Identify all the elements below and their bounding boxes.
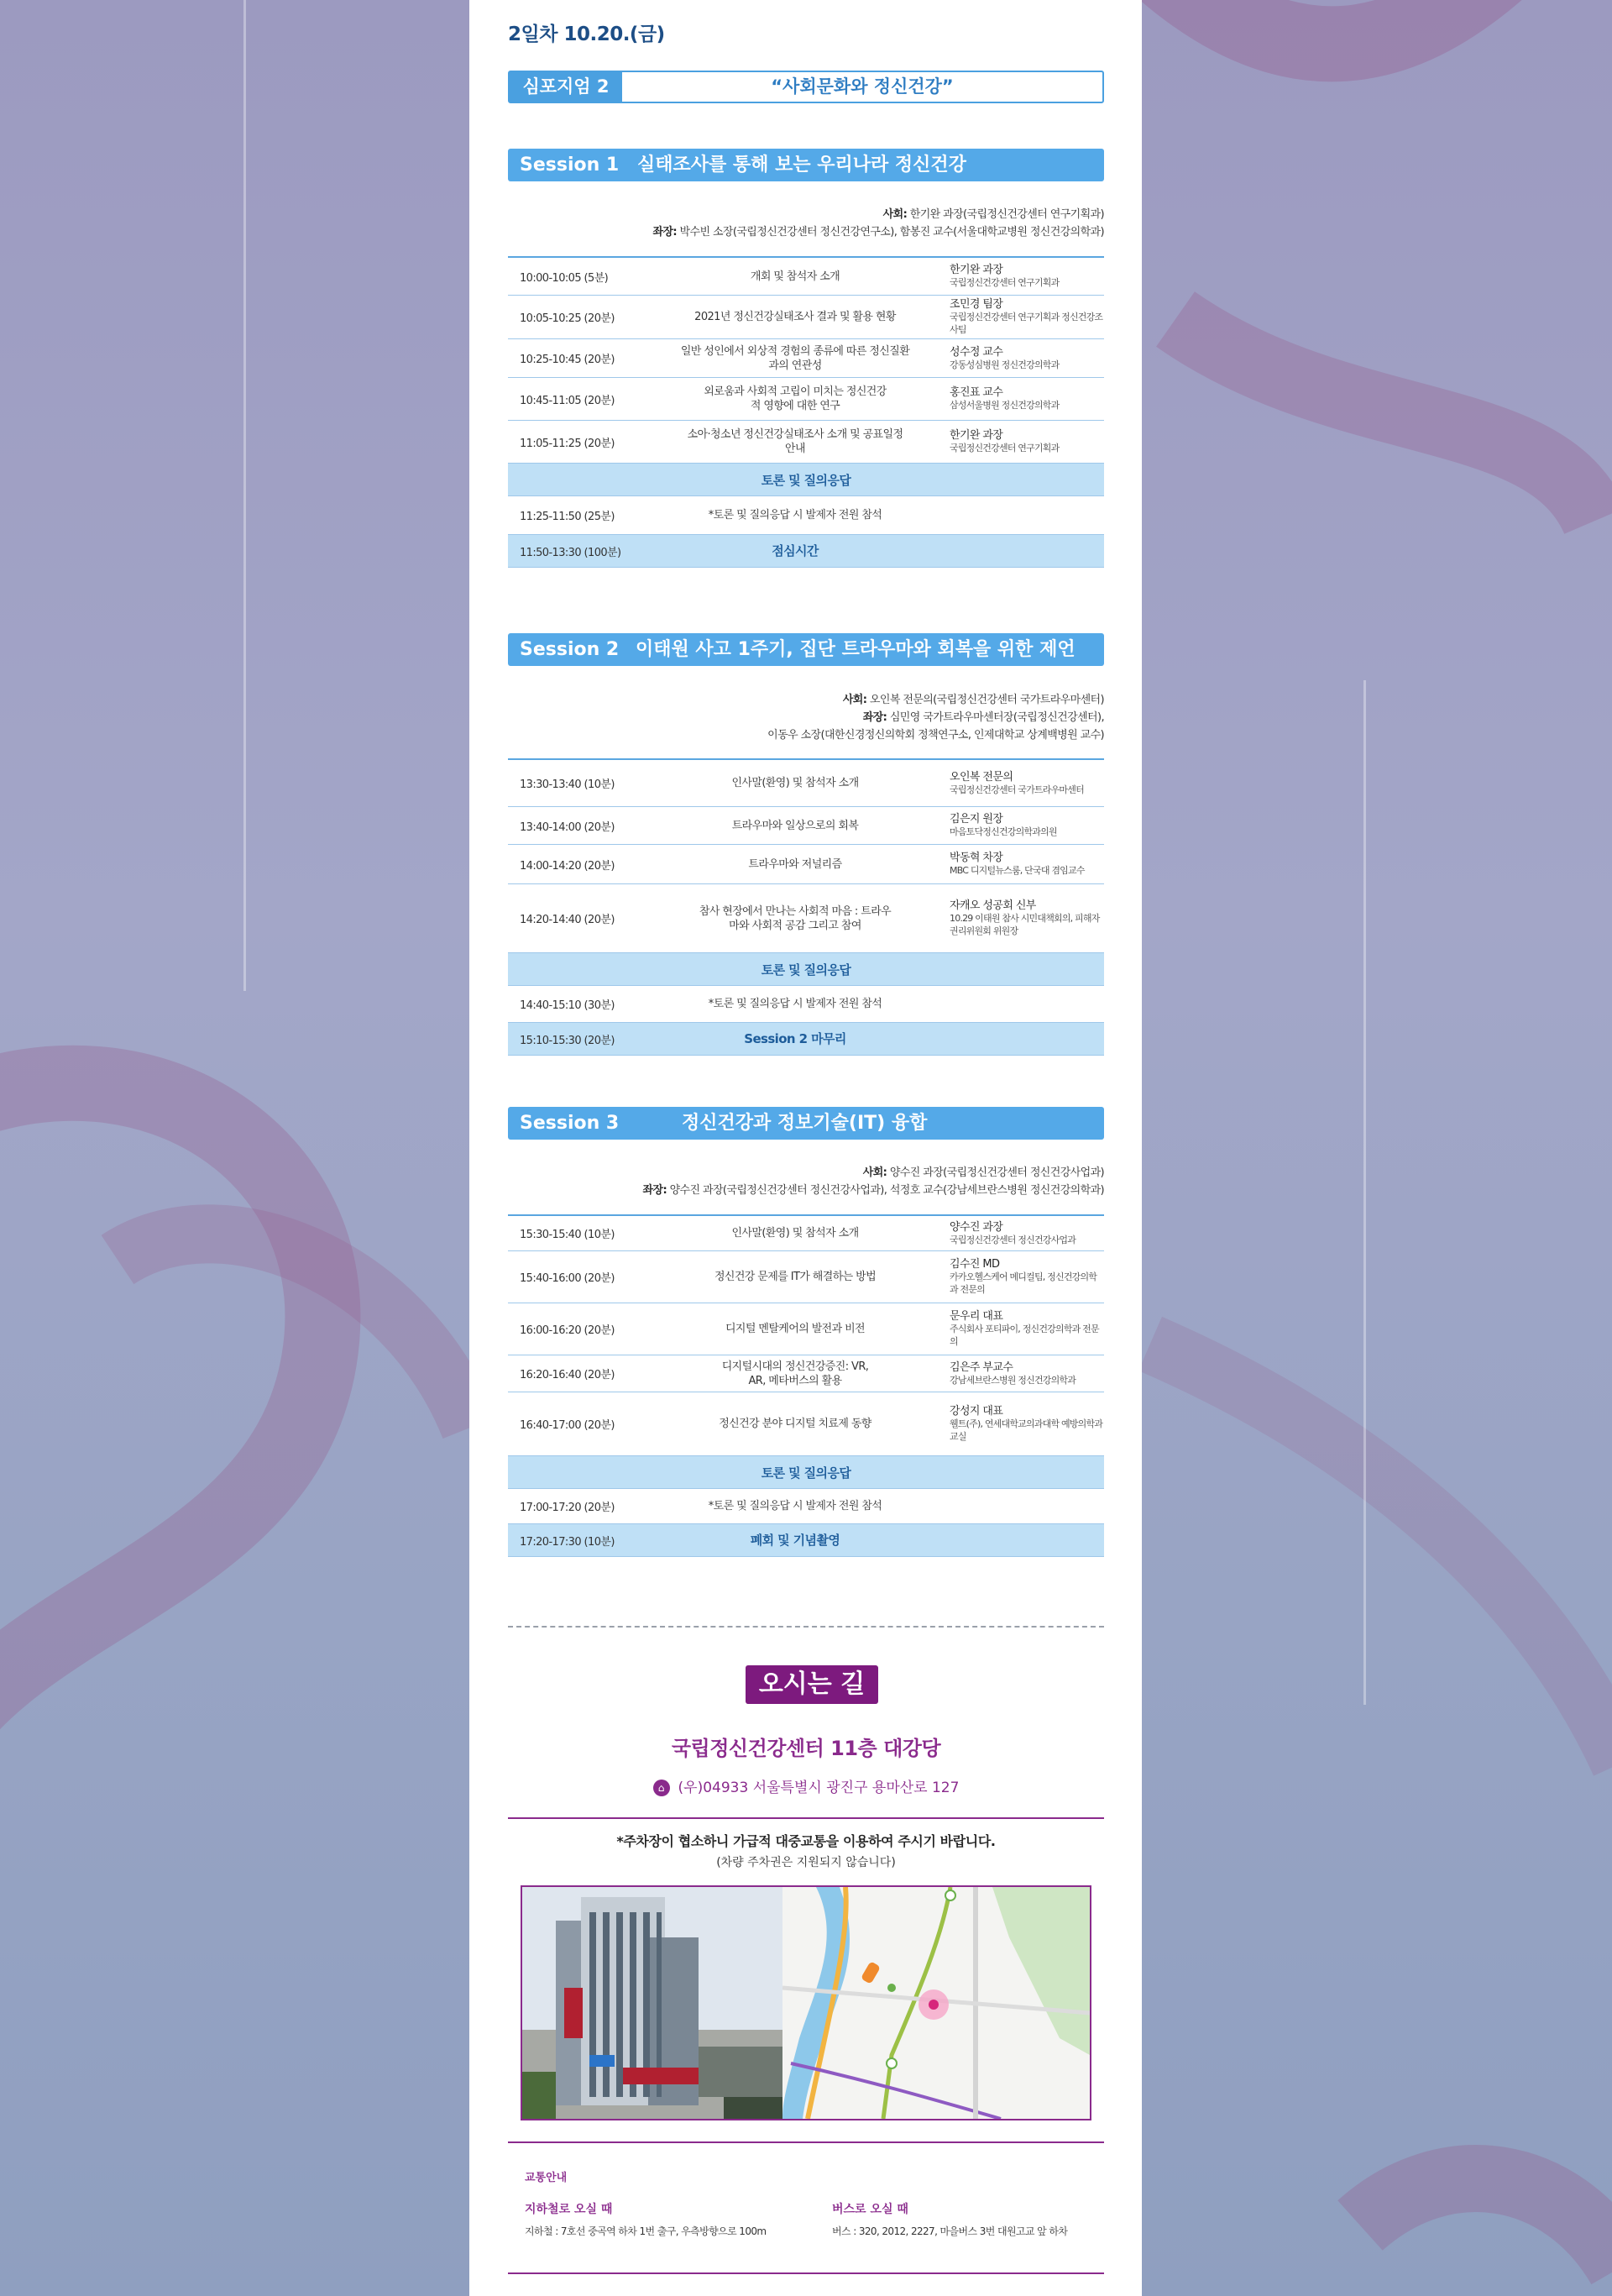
- session-2-schedule: [508, 758, 1104, 1056]
- session-3-schedule: [508, 1214, 1104, 1557]
- discussion-row: [508, 986, 1104, 1023]
- chair-line-2: [767, 726, 1104, 744]
- schedule-row: [508, 339, 1104, 378]
- row-time: 16:00-16:20 (20분): [520, 1324, 615, 1337]
- row-content: 디지털시대의 정신건강증진: VR, AR, 메타버스의 활용: [721, 1360, 869, 1387]
- row-content: *토론 및 질의응답 시 발제자 전원 참석: [708, 998, 882, 1010]
- row-speaker: [946, 1405, 1104, 1443]
- subway-text: 지하철 : 7호선 중곡역 하차 1번 출구, 우측방향으로 100m: [525, 2225, 767, 2237]
- discussion-row: [508, 1489, 1104, 1524]
- speaker-name: 한기완 과장: [950, 264, 1003, 276]
- speaker-name: 양수진 과장: [950, 1220, 1003, 1234]
- speaker-name: 문우리 대표: [950, 1310, 1003, 1323]
- row-time: 17:20-17:30 (10분): [520, 1535, 615, 1549]
- row-content: 트라우마와 저널리즘: [748, 857, 842, 871]
- row-time: 14:20-14:40 (20분): [520, 914, 615, 926]
- row-time: 13:30-13:40 (10분): [520, 778, 615, 791]
- moderator: 양수진 과장(국립정신건강센터 정신건강사업과): [889, 1166, 1104, 1179]
- row-time: 11:50-13:30 (100분): [520, 546, 621, 559]
- row-speaker: [946, 386, 1104, 411]
- row-speaker: [946, 346, 1104, 371]
- speaker-affiliation: 웰트(주), 연세대학교의과대학 예방의학과교실: [950, 1418, 1103, 1442]
- parking-note: *주차장이 협소하니 가급적 대중교통을 이용하여 주시기 바랍니다.: [616, 1833, 996, 1849]
- speaker-name: 강성지 대표: [950, 1405, 1003, 1418]
- discussion-band: 토론 및 질의응답: [508, 464, 1104, 496]
- row-speaker: [946, 899, 1104, 937]
- moderator-label: 사회:: [862, 1166, 887, 1179]
- day-title: 2일차 10.20.(금): [508, 24, 665, 45]
- background-line-right: [1363, 680, 1366, 1705]
- chair: 양수진 과장(국립정신건강센터 정신건강사업과), 석정호 교수(강남세브란스병원 정신건강의학과): [669, 1184, 1104, 1197]
- location-images: [521, 1885, 1091, 2120]
- location-map: [782, 1887, 1090, 2119]
- session-2-bar: [508, 633, 1104, 666]
- row-time: 16:40-17:00 (20분): [520, 1419, 615, 1432]
- chair-label: 좌장:: [862, 711, 887, 724]
- speaker-affiliation: 삼성서울병원 정신건강의학과: [950, 400, 1060, 411]
- row-time: 11:25-11:50 (25분): [520, 511, 615, 523]
- speaker-name: 박동혁 차장: [950, 852, 1003, 864]
- speaker-name: 김수진 MD: [950, 1258, 1000, 1271]
- schedule-row: [508, 1392, 1104, 1456]
- speaker-affiliation: MBC 디지털뉴스룸, 단국대 겸임교수: [950, 865, 1085, 876]
- session-title: 실태조사를 통해 보는 우리나라 정신건강: [637, 155, 966, 176]
- schedule-row: [508, 884, 1104, 953]
- row-time: 13:40-14:00 (20분): [520, 820, 615, 834]
- schedule-row: [508, 378, 1104, 421]
- session-1-meta: [652, 206, 1104, 241]
- row-time: 17:00-17:20 (20분): [520, 1502, 615, 1514]
- chair-line: [643, 1182, 1104, 1199]
- divider-middle: [508, 2141, 1104, 2143]
- schedule-row: [508, 296, 1104, 339]
- chair: 심민영 국가트라우마센터장(국립정신건강센터),: [889, 711, 1104, 724]
- parking-sub-note: (차량 주차권은 지원되지 않습니다): [716, 1856, 896, 1869]
- speaker-affiliation: 국립정신건강센터 국가트라우마센터: [950, 784, 1084, 795]
- venue-name: 국립정신건강센터 11층 대강당: [671, 1737, 941, 1760]
- discussion-band: 토론 및 질의응답: [508, 953, 1104, 986]
- speaker-name: 김은지 원장: [950, 813, 1003, 826]
- speaker-affiliation: 국립정신건강센터 정신건강사업과: [950, 1234, 1076, 1245]
- row-content: 외로움과 사회적 고립이 미치는 정신건강적 영향에 대한 연구: [704, 385, 887, 412]
- row-time: 15:30-15:40 (10분): [520, 1229, 615, 1241]
- schedule-row: [508, 421, 1104, 464]
- speaker-affiliation: 국립정신건강센터 연구기획과: [950, 277, 1060, 288]
- background-line-left: [243, 0, 246, 991]
- row-time: 16:20-16:40 (20분): [520, 1369, 615, 1381]
- row-content: 개회 및 참석자 소개: [750, 270, 840, 283]
- discussion-band: 토론 및 질의응답: [508, 1456, 1104, 1489]
- row-time: 14:00-14:20 (20분): [520, 859, 615, 873]
- subway-title: 지하철로 오실 때: [525, 2203, 613, 2216]
- bus-title: 버스로 오실 때: [832, 2203, 908, 2216]
- session-title: 이태원 사고 1주기, 집단 트라우마와 회복을 위한 제언: [636, 639, 1076, 660]
- speaker-affiliation: 마음토닥정신건강의학과의원: [950, 826, 1057, 837]
- row-content: 인사말(환영) 및 참석자 소개: [731, 1227, 859, 1240]
- speaker-affiliation: 카카오헬스케어 메디컬팀, 정신건강의학과 전문의: [950, 1271, 1097, 1295]
- row-content: 소아·청소년 정신건강실태조사 소개 및 공표일정 안내: [687, 428, 903, 455]
- building-photo: [522, 1887, 782, 2119]
- divider-top: [508, 1817, 1104, 1819]
- moderator: 한기완 과장(국립정신건강센터 연구기획과): [909, 208, 1104, 221]
- speaker-name: 오인복 전문의: [950, 770, 1013, 784]
- schedule-row: [508, 807, 1104, 845]
- moderator-label: 사회:: [882, 208, 908, 221]
- schedule-row: [508, 1216, 1104, 1251]
- row-content: 정신건강 문제를 IT가 해결하는 방법: [714, 1271, 877, 1283]
- chair-label: 좌장:: [652, 226, 677, 239]
- speaker-affiliation: 강남세브란스병원 정신건강의학과: [950, 1374, 1076, 1386]
- final-row: [508, 535, 1104, 568]
- speaker-affiliation: 국립정신건강센터 연구기획과: [950, 443, 1060, 453]
- moderator: 오인복 전문의(국립정신건강센터 국가트라우마센터): [869, 694, 1104, 706]
- row-speaker: [946, 298, 1104, 336]
- session-1-schedule: [508, 256, 1104, 568]
- bus-text: 버스 : 320, 2012, 2227, 마을버스 3번 대원고교 앞 하차: [832, 2225, 1068, 2237]
- program-sheet: [469, 0, 1142, 2296]
- speaker-affiliation: 10.29 이태원 참사 시민대책회의, 피해자 권리위원회 위원장: [950, 913, 1100, 936]
- row-speaker: [946, 264, 1104, 289]
- schedule-row: [508, 845, 1104, 884]
- schedule-row: [508, 1355, 1104, 1392]
- row-content: *토론 및 질의응답 시 발제자 전원 참석: [708, 509, 882, 522]
- row-time: 15:10-15:30 (20분): [520, 1034, 615, 1047]
- row-label: 점심시간: [772, 543, 819, 558]
- directions-tag: 오시는 길: [746, 1665, 878, 1704]
- speaker-name: 한기완 과장: [950, 429, 1003, 442]
- row-content: 2021년 정신건강실태조사 결과 및 활용 현황: [694, 311, 896, 323]
- speaker-affiliation: 강동성심병원 정신건강의학과: [950, 359, 1060, 370]
- row-speaker: [946, 1310, 1104, 1348]
- section-divider: [508, 1626, 1104, 1628]
- venue-address: [508, 1775, 1104, 1796]
- session-name: Session 2: [520, 639, 620, 660]
- final-row: [508, 1023, 1104, 1056]
- schedule-row: [508, 1251, 1104, 1303]
- schedule-row: [508, 1303, 1104, 1355]
- final-row: [508, 1524, 1104, 1557]
- row-content: 트라우마와 일상으로의 회복: [731, 819, 859, 832]
- speaker-name: 홍진표 교수: [950, 386, 1003, 399]
- moderator-label: 사회:: [842, 694, 867, 706]
- speaker-name: 성수정 교수: [950, 345, 1003, 359]
- speaker-affiliation: 국립정신건강센터 연구기획과 정신건강조사팀: [950, 312, 1103, 335]
- row-speaker: [946, 1221, 1104, 1246]
- symposium-tag: 심포지엄 2: [510, 72, 622, 102]
- discussion-row: [508, 496, 1104, 535]
- row-content: 정신건강 분야 디지털 치료제 동향: [719, 1418, 871, 1430]
- row-speaker: [946, 771, 1104, 796]
- chair-line: [767, 709, 1104, 726]
- chair-label: 좌장:: [642, 1184, 667, 1197]
- speaker-name: 자캐오 성공회 신부: [950, 899, 1036, 912]
- row-speaker: [946, 429, 1104, 454]
- session-2-meta: [767, 691, 1104, 744]
- row-time: 11:05-11:25 (20분): [520, 437, 615, 450]
- speaker-affiliation: 주식회사 포티파이, 정신건강의학과 전문의: [950, 1324, 1099, 1347]
- row-speaker: [946, 852, 1104, 877]
- row-speaker: [946, 1258, 1104, 1296]
- session-title: 정신건강과 정보기술(IT) 융합: [682, 1113, 928, 1134]
- row-label: 폐회 및 기념촬영: [750, 1532, 840, 1548]
- symposium-header: [508, 71, 1104, 103]
- row-content: *토론 및 질의응답 시 발제자 전원 참석: [708, 1500, 882, 1512]
- chair-2: 이동우 소장(대한신경정신의학회 정책연구소, 인제대학교 상계백병원 교수): [767, 729, 1104, 742]
- divider-bottom: [508, 2272, 1104, 2274]
- row-speaker: [946, 813, 1104, 838]
- chair-line: [652, 223, 1104, 241]
- session-3-bar: [508, 1107, 1104, 1140]
- moderator-line: [767, 691, 1104, 709]
- session-1-bar: [508, 149, 1104, 181]
- address-text: (우)04933 서울특별시 광진구 용마산로 127: [678, 1780, 960, 1796]
- speaker-name: 조민경 팀장: [950, 298, 1003, 311]
- row-time: 10:45-11:05 (20분): [520, 394, 615, 407]
- schedule-row: [508, 258, 1104, 296]
- speaker-name: 김은주 부교수: [950, 1360, 1013, 1374]
- row-time: 10:00-10:05 (5분): [520, 271, 609, 285]
- home-icon: ⌂: [653, 1780, 670, 1796]
- row-content: 일반 성인에서 외상적 경험의 종류에 따른 정신질환과의 연관성: [680, 344, 910, 372]
- chair: 박수빈 소장(국립정신건강센터 정신건강연구소), 함봉진 교수(서울대학교병원 정신건강의학과): [679, 226, 1104, 239]
- schedule-row: [508, 760, 1104, 807]
- session-name: Session 1: [520, 155, 620, 176]
- session-name: Session 3: [520, 1113, 620, 1134]
- row-content: 디지털 멘탈케어의 발전과 비전: [725, 1323, 866, 1335]
- row-time: 10:25-10:45 (20분): [520, 354, 615, 366]
- row-content: 인사말(환영) 및 참석자 소개: [731, 777, 859, 789]
- moderator-line: [652, 206, 1104, 223]
- row-time: 10:05-10:25 (20분): [520, 312, 615, 325]
- session-3-meta: [643, 1164, 1104, 1199]
- row-time: 15:40-16:00 (20분): [520, 1272, 615, 1285]
- row-time: 14:40-15:10 (30분): [520, 999, 615, 1012]
- row-speaker: [946, 1361, 1104, 1387]
- traffic-title: 교통안내: [525, 2172, 568, 2184]
- moderator-line: [643, 1164, 1104, 1182]
- symposium-title: “사회문화와 정신건강”: [771, 76, 954, 97]
- row-label: Session 2 마무리: [744, 1030, 846, 1046]
- row-content: 참사 현장에서 만나는 사회적 마음 : 트라우마와 사회적 공감 그리고 참여: [699, 904, 892, 932]
